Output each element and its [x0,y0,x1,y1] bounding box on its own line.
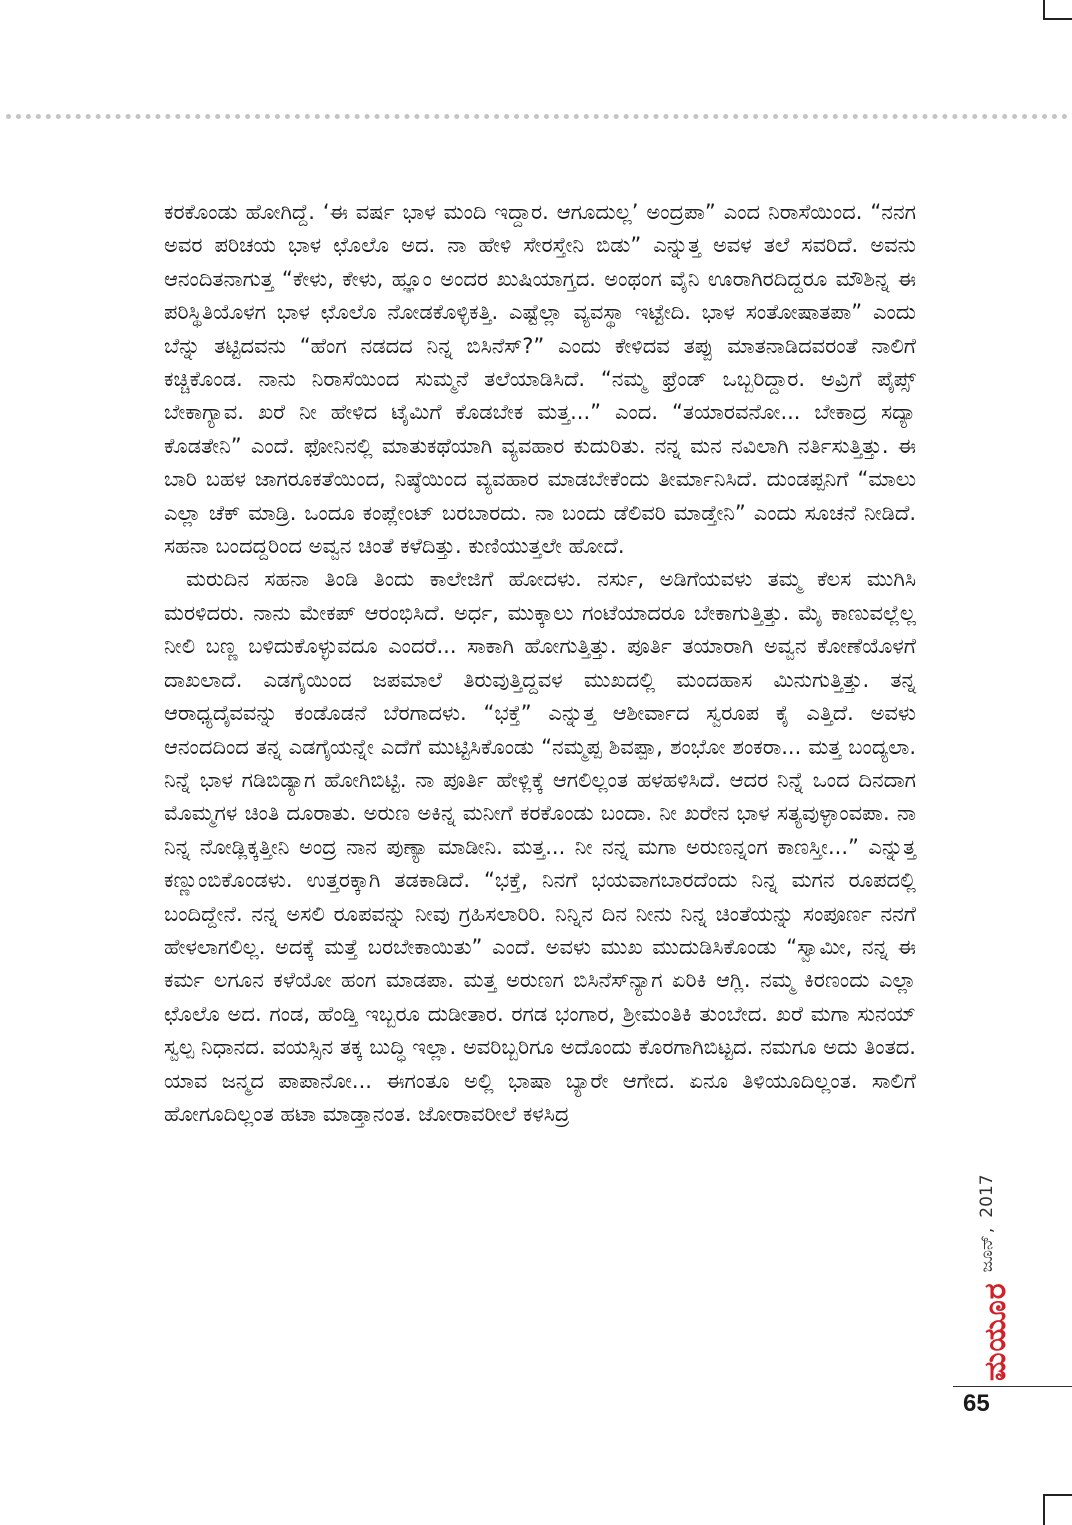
crop-mark-bottom [1043,1494,1072,1525]
crop-mark-top [1043,0,1072,20]
paragraph: ಮರುದಿನ ಸಹನಾ ತಿಂಡಿ ತಿಂದು ಕಾಲೇಜಿಗೆ ಹೋದಳು. ನರ್ಸು, ಅಡಿಗೆಯವಳು ತಮ್ಮ ಕೆಲಸ ಮುಗಿಸಿ ಮರಳಿದರು. ನಾನು ಮೇಕಪ್ ಆರಂಭಿಸಿದೆ. ಅರ್ಧ, ಮುಕ್ಕಾಲು ಗಂಟೆಯಾದರೂ ಬೇಕಾಗುತ್ತಿತ್ತು. ಮೈ ಕಾಣುವಲ್ಲೆಲ್ಲ ನೀಲಿ ಬಣ್ಣ ಬಳಿದುಕೊಳ್ಳುವದೂ ಎಂದರೆ... ಸಾಕಾಗಿ ಹೋಗುತ್ತಿತ್ತು. ಪೂರ್ತಿ ತಯಾರಾಗಿ ಅವ್ವನ ಕೋಣೆಯೊಳಗೆ ದಾಖಲಾದೆ. ಎಡಗೈಯಿಂದ ಜಪಮಾಲೆ ತಿರುವುತ್ತಿದ್ದವಳ ಮುಖದಲ್ಲಿ ಮಂದಹಾಸ ಮಿನುಗುತ್ತಿತ್ತು. ತನ್ನ ಆರಾಧ್ಯದೈವವನ್ನು ಕಂಡೊಡನೆ ಬೆರಗಾದಳು. “ಭಕ್ತೆ” ಎನ್ನುತ್ತ ಆಶೀರ್ವಾದ ಸ್ವರೂಪ ಕೈ ಎತ್ತಿದೆ. ಅವಳು ಆನಂದದಿಂದ ತನ್ನ ಎಡಗೈಯನ್ನೇ ಎದೆಗೆ ಮುಟ್ಟಿಸಿಕೊಂಡು “ನಮ್ಮಪ್ಪ ಶಿವಪ್ಪಾ, ಶಂಭೋ ಶಂಕರಾ... ಮತ್ತ ಬಂದ್ಯಲಾ. ನಿನ್ನೆ ಭಾಳ ಗಡಿಬಿಡ್ಯಾಗ ಹೋಗಿಬಿಟ್ಟಿ. ನಾ ಪೂರ್ತಿ ಹೇಳ್ಲಿಕ್ಕೆ ಆಗಲಿಲ್ಲಂತ ಹಳಹಳಿಸಿದೆ. ಆದರ ನಿನ್ನೆ ಒಂದ ದಿನದಾಗ ಮೊಮ್ಮಗಳ ಚಿಂತಿ ದೂರಾತು. ಅರುಣ ಅಕಿನ್ನ ಮನೀಗೆ ಕರಕೊಂಡು ಬಂದಾ. ನೀ ಖರೇನ ಭಾಳ ಸತ್ಯವುಳ್ಳಾಂವಪಾ. ನಾ ನಿನ್ನ ನೋಡ್ಲಿಕ್ಕತ್ತೀನಿ ಅಂದ್ರ ನಾನ ಪುಣ್ಯಾ ಮಾಡೀನಿ. ಮತ್ತ... ನೀ ನನ್ನ ಮಗಾ ಅರುಣನ್ನಂಗ ಕಾಣಸ್ತೀ...” ಎನ್ನುತ್ತ ಕಣ್ಣುಂಬಿಕೊಂಡಳು. ಉತ್ತರಕ್ಕಾಗಿ ತಡಕಾಡಿದೆ. “ಭಕ್ತೆ, ನಿನಗೆ ಭಯವಾಗಬಾರದೆಂದು ನಿನ್ನ ಮಗನ ರೂಪದಲ್ಲಿ ಬಂದಿದ್ದೇನೆ. ನನ್ನ ಅಸಲಿ ರೂಪವನ್ನು ನೀವು ಗ್ರಹಿಸಲಾರಿರಿ. ನಿನ್ನಿನ ದಿನ ನೀನು ನಿನ್ನ ಚಿಂತೆಯನ್ನು ಸಂಪೂರ್ಣ ನನಗೆ ಹೇಳಲಾಗಲಿಲ್ಲ. ಅದಕ್ಕೆ ಮತ್ತೆ ಬರಬೇಕಾಯಿತು” ಎಂದೆ. ಅವಳು ಮುಖ ಮುದುಡಿಸಿಕೊಂಡು “ಸ್ವಾಮೀ, ನನ್ನ ಈ ಕರ್ಮ ಲಗೂನ ಕಳೆಯೋ ಹಂಗ ಮಾಡಪಾ. ಮತ್ತ ಅರುಣಗ ಬಿಸಿನೆಸ್‌ನ್ಯಾಗ ಏರಿಕಿ ಆಗ್ಲಿ. ನಮ್ಮ ಕಿರಣಂದು ಎಲ್ಲಾ ಛೊಲೊ ಅದ. ಗಂಡ, ಹೆಂಡ್ತಿ ಇಬ್ಬರೂ ದುಡೀತಾರ. ರಗಡ ಭಂಗಾರ, ಶ್ರೀಮಂತಿಕಿ ತುಂಬೇದ. ಖರೆ ಮಗಾ ಸುನಯ್ ಸ್ವಲ್ಪ ನಿಧಾನದ. ವಯಸ್ಸಿನ ತಕ್ಕ ಬುದ್ಧಿ ಇಲ್ಲಾ. ಅವರಿಬ್ಬರಿಗೂ ಅದೊಂದು ಕೊರಗಾಗಿಬಿಟ್ಟದ. ನಮಗೂ ಅದು ತಿಂತದ. ಯಾವ ಜನ್ಮದ ಪಾಪಾನೋ... ಈಗಂತೂ ಅಲ್ಲಿ ಭಾಷಾ ಬ್ಯಾರೇ ಆಗೇದ. ಏನೂ ತಿಳಿಯೂದಿಲ್ಲಂತ. ಸಾಲಿಗೆ ಹೋಗೂದಿಲ್ಲಂತ ಹಟಾ ಮಾಡ್ತಾನಂತ. ಜೋರಾವರೀಲೆ ಕಳಸಿದ್ರ [164,567,916,1126]
page-number-rule [953,1386,1072,1387]
header-dotted-rule [6,114,1068,119]
issue-separator: , [977,1227,997,1234]
paragraph: ಕರಕೊಂಡು ಹೋಗಿದ್ದೆ. ‘ಈ ವರ್ಷ ಭಾಳ ಮಂದಿ ಇದ್ದಾರ. ಆಗೂದುಲ್ಲ’ ಅಂದ್ರಪಾ” ಎಂದ ನಿರಾಸೆಯಿಂದ. “ನನಗ ಅವರ ಪರಿಚಯ ಭಾಳ ಛೊಲೊ ಅದ. ನಾ ಹೇಳಿ ಸೇರಸ್ತೇನಿ ಬಿಡು” ಎನ್ನುತ್ತ ಅವಳ ತಲೆ ಸವರಿದೆ. ಅವನು ಆನಂದಿತನಾಗುತ್ತ “ಕೇಳು, ಕೇಳು, ಹ್ಞೂಂ ಅಂದರ ಖುಷಿಯಾಗ್ತದ. ಅಂಥಂಗ ವೈನಿ ಊರಾಗಿರದಿದ್ದರೂ ಮೌಶಿನ್ನ ಈ ಪರಿಸ್ಥಿತಿಯೊಳಗ ಭಾಳ ಛೊಲೊ ನೋಡಕೊಳ್ಳಿಕತ್ತಿ. ಎಷ್ಟೆಲ್ಲಾ ವ್ಯವಸ್ಥಾ ಇಟ್ಟೇದಿ. ಭಾಳ ಸಂತೋಷಾತಪಾ” ಎಂದು ಬೆನ್ನು ತಟ್ಟಿದವನು “ಹೆಂಗ ನಡದದ ನಿನ್ನ ಬಿಸಿನೆಸ್?” ಎಂದು ಕೇಳಿದವ ತಪ್ಪು ಮಾತನಾಡಿದವರಂತೆ ನಾಲಿಗೆ ಕಚ್ಚಿಕೊಂಡ. ನಾನು ನಿರಾಸೆಯಿಂದ ಸುಮ್ಮನೆ ತಲೆಯಾಡಿಸಿದೆ. “ನಮ್ಮ ಫ್ರೆಂಡ್ ಒಬ್ಬರಿದ್ದಾರ. ಅವ್ರಿಗೆ ಪೈಪ್ಸ್ ಬೇಕಾಗ್ಯಾವ. ಖರೆ ನೀ ಹೇಳಿದ ಟೈಮಿಗೆ ಕೊಡಬೇಕ ಮತ್ತ...” ಎಂದ. “ತಯಾರವನೋ... ಬೇಕಾದ್ರ ಸದ್ಯಾ ಕೊಡತೇನಿ” ಎಂದೆ. ಫೋನಿನಲ್ಲಿ ಮಾತುಕಥೆಯಾಗಿ ವ್ಯವಹಾರ ಕುದುರಿತು. ನನ್ನ ಮನ ನವಿಲಾಗಿ ನರ್ತಿಸುತ್ತಿತ್ತು. ಈ ಬಾರಿ ಬಹಳ ಜಾಗರೂಕತೆಯಿಂದ, ನಿಷ್ಠೆಯಿಂದ ವ್ಯವಹಾರ ಮಾಡಬೇಕೆಂದು ತೀರ್ಮಾನಿಸಿದೆ. ದುಂಡಪ್ಪನಿಗೆ “ಮಾಲು ಎಲ್ಲಾ ಚೆಕ್ ಮಾಡ್ರಿ. ಒಂದೂ ಕಂಪ್ಲೇಂಟ್ ಬರಬಾರದು. ನಾ ಬಂದು ಡೆಲಿವರಿ ಮಾಡ್ತೇನಿ” ಎಂದು ಸೂಚನೆ ನೀಡಿದೆ. ಸಹನಾ ಬಂದದ್ದರಿಂದ ಅವ್ವನ ಚಿಂತೆ ಕಳೆದಿತ್ತು. ಕುಣಿಯುತ್ತಲೇ ಹೋದೆ. [164,200,916,559]
issue-year: 2017 [977,1174,997,1218]
issue-month: ಜೂನ್ [977,1235,997,1273]
magazine-margin-label [962,1106,1012,1381]
page-number: 65 [963,1390,990,1417]
article-body [164,196,916,1131]
magazine-name: ಮಯೂರ [978,1282,1013,1381]
